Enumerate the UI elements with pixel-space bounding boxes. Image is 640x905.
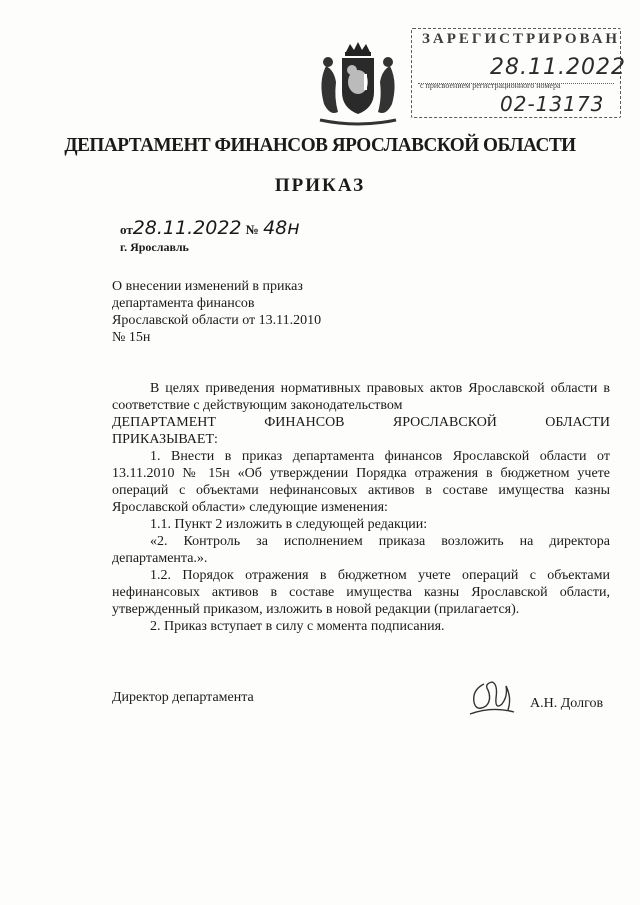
subject-line: департамента финансов	[112, 296, 255, 311]
stamp-heading: ЗАРЕГИСТРИРОВАН	[422, 31, 621, 47]
order-body	[112, 380, 610, 635]
coat-of-arms-icon	[312, 42, 404, 130]
subject-block	[112, 278, 372, 346]
subject-line: № 15н	[112, 330, 151, 345]
department-title: ДЕПАРТАМЕНТ ФИНАНСОВ ЯРОСЛАВСКОЙ ОБЛАСТИ	[64, 134, 576, 156]
document-type: ПРИКАЗ	[274, 175, 366, 196]
order-number-line	[120, 217, 300, 239]
paragraph-2: 2. Приказ вступает в силу с момента подписания.	[150, 619, 445, 634]
subject-line: О внесении изменений в приказ	[112, 279, 303, 294]
paragraph-1: 1. Внести в приказ департамента финансов Ярославской области от 13.11.2010 № 15н «Об утверждении Порядка отражения в бюджетном учете операций с объектами нефинансовых активов в составе имущества казны Ярославской области» следующие изменения:	[112, 449, 610, 515]
registration-stamp	[411, 28, 626, 118]
stamp-number: 02-13173	[500, 92, 605, 116]
dept-word: ДЕПАРТАМЕНТ	[112, 415, 216, 430]
paragraph-1-2: 1.2. Порядок отражения в бюджетном учете операций с объектами нефинансовых активов в составе имущества казны Ярославской области, утвержденный приказом, изложить в новой редакции (прилагается).	[112, 568, 610, 617]
order-date: 28.11.2022	[132, 217, 242, 239]
signatory-position: Директор департамента	[112, 690, 254, 705]
paragraph-1-1: 1.1. Пункт 2 изложить в следующей редакции:	[150, 517, 428, 532]
number-prefix: №	[245, 222, 259, 237]
orders-word: ПРИКАЗЫВАЕТ:	[112, 432, 218, 447]
intro-paragraph: В целях приведения нормативных правовых актов Ярославской области в соответствие с действующим законодательством	[112, 381, 610, 413]
dept-word: ЯРОСЛАВСКОЙ	[392, 415, 497, 430]
stamp-date: 28.11.2022	[490, 55, 626, 80]
date-prefix: от	[120, 222, 133, 237]
stamp-caption: с присвоением регистрационного номера	[420, 81, 561, 90]
order-number: 48н	[263, 217, 300, 239]
dept-word: ФИНАНСОВ	[264, 415, 345, 430]
city: г. Ярославль	[120, 240, 189, 254]
dept-word: ОБЛАСТИ	[545, 415, 610, 430]
handwritten-signature-icon	[462, 676, 522, 720]
paragraph-1-1-text: «2. Контроль за исполнением приказа возложить на директора департамента.».	[112, 534, 610, 566]
signatory-name: А.Н. Долгов	[530, 696, 604, 711]
subject-line: Ярославской области от 13.11.2010	[112, 313, 322, 328]
department-words	[112, 414, 610, 431]
